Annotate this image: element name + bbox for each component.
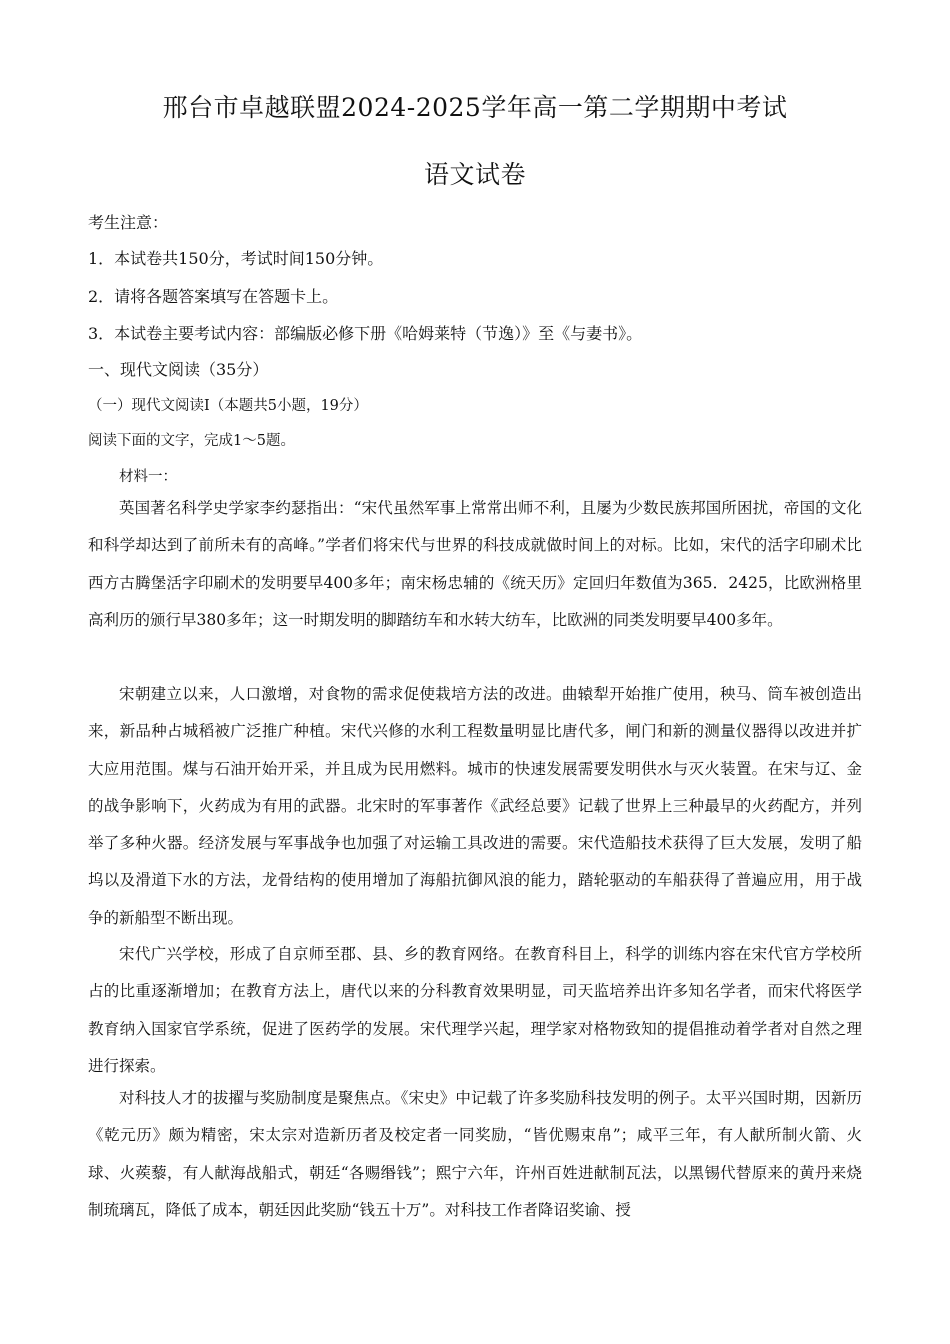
exam-subtitle: 语文试卷: [423, 160, 526, 189]
section-heading: 一、现代文阅读（35分）: [88, 360, 269, 379]
section-subheading: （一）现代文阅读Ⅰ（本题共5小题，19分）: [88, 398, 368, 414]
paragraph: 宋代广兴学校，形成了自京师至郡、县、乡的教育网络。在教育科目上，科学的训练内容在宋代官方学校所占的比重逐渐增加；在教育方法上，唐代以来的分科教育效果明显，司天监培养出许多知名学者，而宋代将医学教育纳入国家官学系统，促进了医药学的发展。宋代理学兴起，理学家对格物致知的提倡推动着学者对自然之理进行探索。: [88, 945, 862, 1075]
notice-heading: 考生注意：: [88, 213, 169, 232]
paragraph: 宋朝建立以来，人口激增，对食物的需求促使栽培方法的改进。曲辕犁开始推广使用，秧马、筒车被创造出来，新品种占城稻被广泛推广种植。宋代兴修的水利工程数量明显比唐代多，闸门和新的测量仪器得以改进并扩大应用范围。煤与石油开始开采，并且成为民用燃料。城市的快速发展需要发明供水与灭火装置。在宋与辽、金的战争影响下，火药成为有用的武器。北宋时的军事著作《武经总要》记载了世界上三种最早的火药配方，并列举了多种火器。经济发展与军事战争也加强了对运输工具改进的需要。宋代造船技术获得了巨大发展，发明了船坞以及滑道下水的方法，龙骨结构的使用增加了海船抗御风浪的能力，踏轮驱动的车船获得了普遍应用，用于战争的新船型不断出现。: [88, 685, 862, 927]
reading-instruction: 阅读下面的文字，完成1～5题。: [88, 433, 295, 449]
notice-item: 2．请将各题答案填写在答题卡上。: [88, 287, 339, 306]
exam-title: 邢台市卓越联盟2024-2025学年高一第二学期期中考试: [162, 93, 788, 122]
paragraph: 英国著名科学史学家李约瑟指出：“宋代虽然军事上常常出师不利，且屡为少数民族邦国所困扰，帝国的文化和科学却达到了前所未有的高峰。”学者们将宋代与世界的科技成就做时间上的对标。比如，宋代的活字印刷术比西方古腾堡活字印刷术的发明要早400多年；南宋杨忠辅的《统天历》定回归年数值为365．2425，比欧洲格里高利历的颁行早380多年；这一时期发明的脚踏纺车和水转大纺车，比欧洲的同类发明要早400多年。: [88, 499, 862, 629]
notice-item: 3．本试卷主要考试内容：部编版必修下册《哈姆莱特（节逸）》至《与妻书》。: [88, 324, 643, 343]
material-label: 材料一：: [119, 469, 177, 485]
paragraph: 对科技人才的拔擢与奖励制度是聚焦点。《宋史》中记载了许多奖励科技发明的例子。太平兴国时期，因新历《乾元历》颇为精密，宋太宗对造新历者及校定者一同奖励，“皆优赐束帛”；咸平三年，有人献所制火箭、火球、火蒺藜，有人献海战船式，朝廷“各赐缗钱”；熙宁六年，许州百姓进献制瓦法，以黑锡代替原来的黄丹来烧制琉璃瓦，降低了成本，朝廷因此奖励“钱五十万”。对科技工作者降诏奖谕、授: [88, 1089, 862, 1219]
notice-item: 1．本试卷共150分，考试时间150分钟。: [88, 249, 384, 268]
